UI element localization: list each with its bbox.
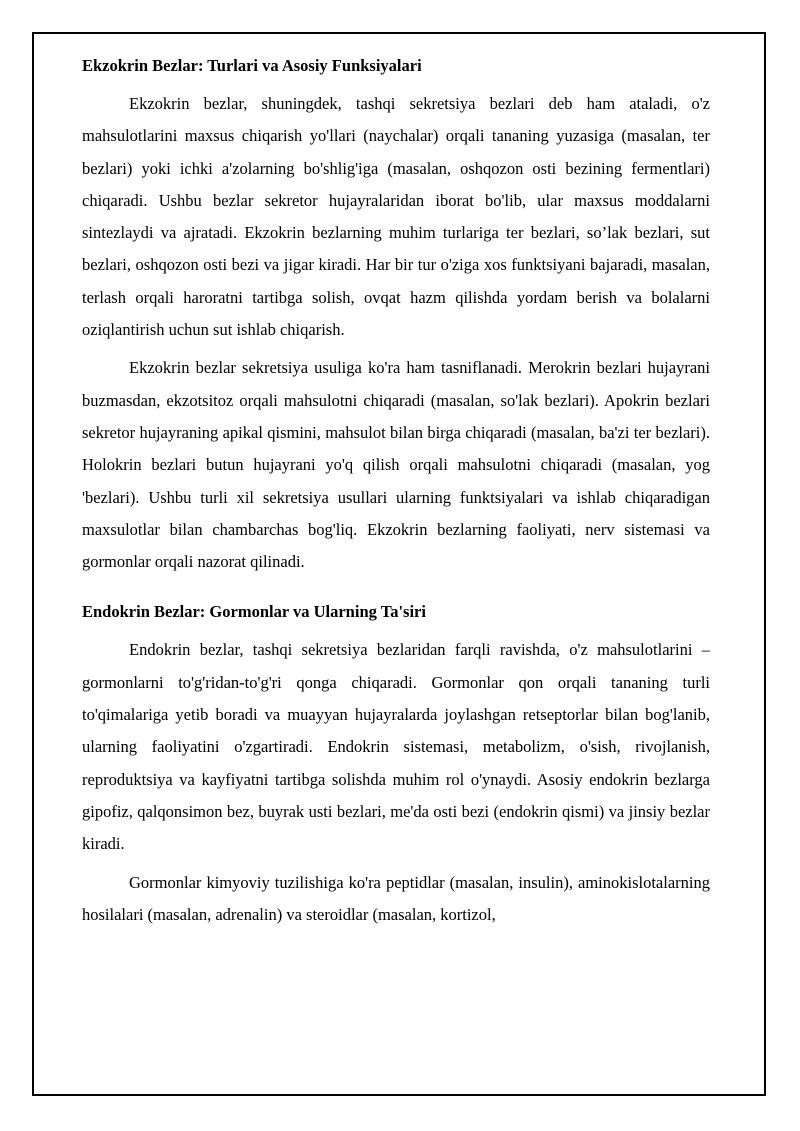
section-exocrine-glands xyxy=(82,54,710,578)
paragraph: Ekzokrin bezlar, shuningdek, tashqi sekretsiya bezlari deb ham ataladi, o'z mahsulotlarini maxsus chiqarish yo'llari (naychalar) orqali tananing yuzasiga (masalan, ter bezlari) yoki ichki a'zolarning bo'shlig'iga (masalan, oshqozon osti bezining fermentlari) chiqaradi. Ushbu bezlar sekretor hujayralaridan iborat bo'lib, ular maxsus moddalarni sintezlaydi va ajratadi. Ekzokrin bezlarning muhim turlariga ter bezlari, so’lak bezlari, sut bezlari, oshqozon osti bezi va jigar kiradi. Har bir tur o'ziga xos funktsiyani bajaradi, masalan, terlash orqali haroratni tartibga solish, ovqat hazm qilishda yordam berish va bolalarni oziqlantirish uchun sut ishlab chiqarish. xyxy=(82,94,710,340)
section-heading: Endokrin Bezlar: Gormonlar va Ularning Ta'siri xyxy=(82,602,426,622)
document-body xyxy=(82,54,710,937)
section-endocrine-glands xyxy=(82,600,710,931)
paragraph: Gormonlar kimyoviy tuzilishiga ko'ra peptidlar (masalan, insulin), aminokislotalarning hosilalari (masalan, adrenalin) va steroidlar (masalan, kortizol, xyxy=(82,872,710,924)
section-heading: Ekzokrin Bezlar: Turlari va Asosiy Funksiyalari xyxy=(82,56,422,75)
paragraph: Endokrin bezlar, tashqi sekretsiya bezlaridan farqli ravishda, o'z mahsulotlarini – gormonlarni to'g'ridan-to'g'ri qonga chiqaradi. Gormonlar qon orqali tananing turli to'qimalariga yetib boradi va muayyan hujayralarda joylashgan retseptorlar bilan bog'lanib, ularning faoliyatini o'zgartiradi. Endokrin sistemasi, metabolizm, o'sish, rivojlanish, reproduktsiya va kayfiyatni tartibga solishda muhim rol o'ynaydi. Asosiy endokrin bezlarga gipofiz, qalqonsimon bez, buyrak usti bezlari, me'da osti bezi (endokrin qismi) va jinsiy bezlar kiradi. xyxy=(82,640,710,854)
paragraph: Ekzokrin bezlar sekretsiya usuliga ko'ra ham tasniflanadi. Merokrin bezlari hujayrani buzmasdan, ekzotsitoz orqali mahsulotni chiqaradi (masalan, so'lak bezlari). Apokrin bezlari sekretor hujayraning apikal qismini, mahsulot bilan birga chiqaradi (masalan, ba'zi ter bezlari). Holokrin bezlari butun hujayrani yo'q qilish orqali mahsulotni chiqaradi (masalan, yog 'bezlari). Ushbu turli xil sekretsiya usullari ularning funktsiyalari va ishlab chiqaradigan maxsulotlar bilan chambarchas bog'liq. Ekzokrin bezlarning faoliyati, nerv sistemasi va gormonlar orqali nazorat qilinadi. xyxy=(82,358,710,572)
